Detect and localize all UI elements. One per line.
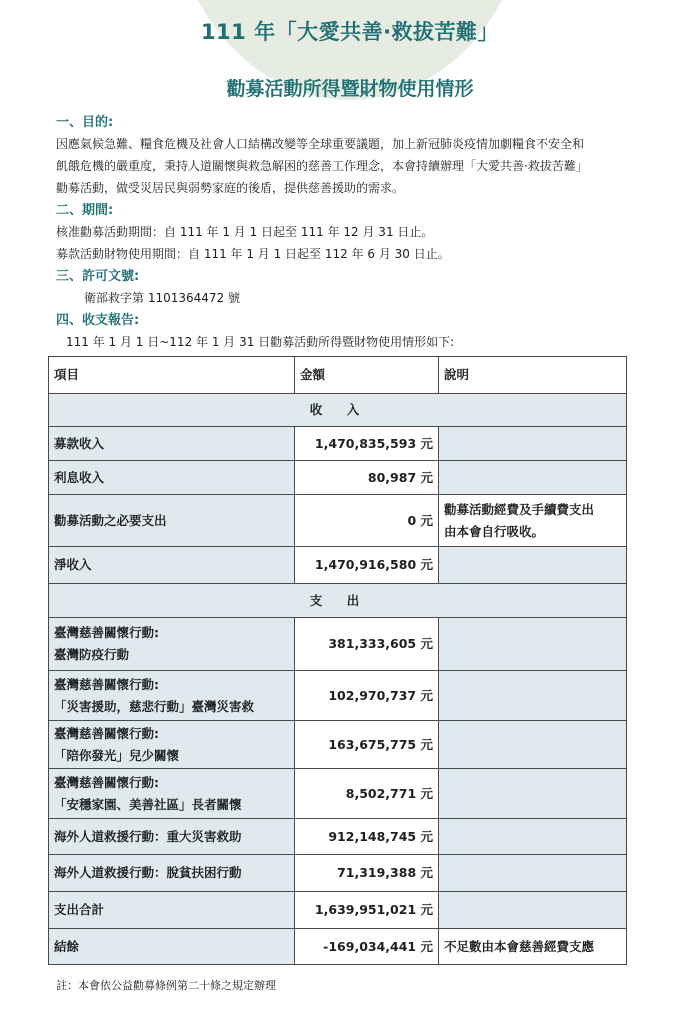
table-row — [49, 929, 627, 965]
row-amount: 80,987 元 — [295, 461, 439, 495]
expense-section-label: 支 出 — [49, 584, 627, 618]
page-title: 111 年「大愛共善·救拔苦難」 — [200, 20, 500, 44]
row-note — [439, 547, 627, 584]
income-section-label: 收 入 — [49, 394, 627, 427]
row-amount: 1,470,916,580 元 — [295, 547, 439, 584]
period-heading: 二、期間: — [56, 203, 114, 218]
row-amount: 102,970,737 元 — [295, 671, 439, 721]
row-note — [439, 855, 627, 892]
page-subtitle: 勸募活動所得暨財物使用情形 — [226, 78, 474, 100]
row-item: 臺灣慈善關懷行動: 「災害援助，慈悲行動」臺灣災害救 — [49, 671, 295, 721]
row-item: 募款收入 — [49, 427, 295, 461]
table-row — [49, 547, 627, 584]
purpose-line-3: 勸募活動，做受災居民與弱勢家庭的後盾，提供慈善援助的需求。 — [56, 181, 405, 195]
row-item: 利息收入 — [49, 461, 295, 495]
row-note-line-1: 勸募活動經費及手續費支出 — [444, 501, 595, 517]
row-note: 不足數由本會慈善經費支應 — [439, 929, 627, 965]
row-item: 海外人道救援行動：重大災害救助 — [49, 819, 295, 855]
row-amount: 1,470,835,593 元 — [295, 427, 439, 461]
header-item: 項目 — [49, 357, 295, 394]
table-row — [49, 495, 627, 547]
row-amount: 1,639,951,021 元 — [295, 892, 439, 929]
row-item: 淨收入 — [49, 547, 295, 584]
row-item: 海外人道救援行動：脫貧扶困行動 — [49, 855, 295, 892]
document-body — [0, 113, 700, 353]
purpose-line-2: 飢餓危機的嚴重度，秉持人道關懷與救急解困的慈善工作理念，本會持續辦理「大愛共善·救拔苦難」 — [56, 159, 588, 173]
row-note — [439, 671, 627, 721]
row-amount: 163,675,775 元 — [295, 721, 439, 769]
row-amount: 381,333,605 元 — [295, 618, 439, 671]
row-amount: 0 元 — [295, 495, 439, 547]
row-amount: -169,034,441 元 — [295, 929, 439, 965]
row-amount: 8,502,771 元 — [295, 769, 439, 819]
report-intro: 111 年 1 月 1 日~112 年 1 月 31 日勸募活動所得暨財物使用情形如下: — [66, 335, 455, 349]
period-line-1: 核准勸募活動期間：自 111 年 1 月 1 日起至 111 年 12 月 31 日止。 — [56, 225, 434, 239]
row-note — [439, 819, 627, 855]
period-line-2: 募款活動財物使用期間：自 111 年 1 月 1 日起至 112 年 6 月 30 日止。 — [56, 247, 450, 261]
row-note — [439, 721, 627, 769]
row-note — [439, 892, 627, 929]
row-amount: 71,319,388 元 — [295, 855, 439, 892]
table-row — [49, 721, 627, 769]
row-item: 臺灣慈善關懷行動: 臺灣防疫行動 — [49, 618, 295, 671]
row-item: 臺灣慈善關懷行動: 「安穩家園、美善社區」長者關懷 — [49, 769, 295, 819]
row-item: 勸募活動之必要支出 — [49, 495, 295, 547]
report-heading: 四、收支報告: — [56, 313, 140, 328]
footnote: 註：本會依公益勸募條例第二十條之規定辦理 — [56, 979, 276, 992]
income-expense-table — [48, 356, 627, 965]
row-note — [439, 495, 627, 547]
table-row — [49, 461, 627, 495]
page-header — [0, 0, 700, 101]
table-row — [49, 671, 627, 721]
table-row — [49, 819, 627, 855]
table-row — [49, 892, 627, 929]
permit-heading: 三、許可文號: — [56, 269, 140, 284]
row-note — [439, 618, 627, 671]
table-header-row — [49, 357, 627, 394]
row-item: 支出合計 — [49, 892, 295, 929]
table-row — [49, 769, 627, 819]
header-amount: 金額 — [295, 357, 439, 394]
table-row — [49, 618, 627, 671]
table-row — [49, 855, 627, 892]
row-item: 結餘 — [49, 929, 295, 965]
row-note — [439, 427, 627, 461]
row-note — [439, 461, 627, 495]
income-section-row — [49, 394, 627, 427]
row-amount: 912,148,745 元 — [295, 819, 439, 855]
purpose-line-1: 因應氣候急難、糧食危機及社會人口結構改變等全球重要議題，加上新冠肺炎疫情加劇糧食不安全和 — [56, 137, 585, 151]
purpose-heading: 一、目的: — [56, 115, 114, 130]
expense-section-row — [49, 584, 627, 618]
row-note — [439, 769, 627, 819]
table-row — [49, 427, 627, 461]
header-note: 說明 — [439, 357, 627, 394]
row-note-line-2: 由本會自行吸收。 — [444, 523, 545, 539]
row-item: 臺灣慈善關懷行動: 「陪你發光」兒少關懷 — [49, 721, 295, 769]
permit-number: 衛部救字第 1101364472 號 — [84, 291, 240, 305]
